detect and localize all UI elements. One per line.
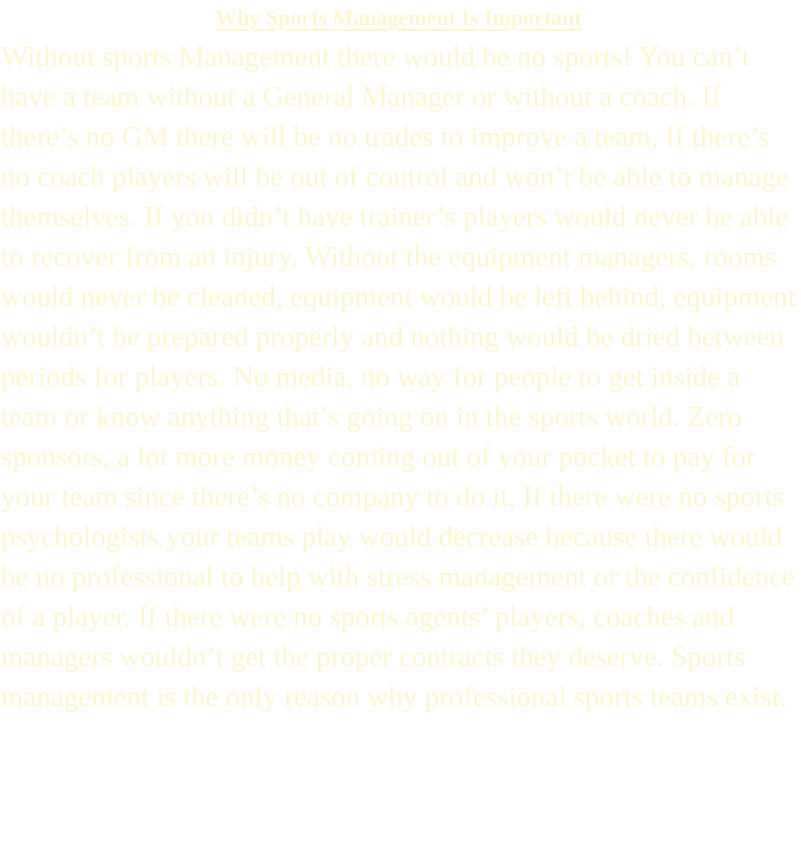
- page-title: [0, 0, 797, 33]
- page-title-text: Why Sports Management Is Important: [215, 5, 582, 30]
- article-body: Without sports Management there would be no sports! You can’t have a team without a General Manager or without a coach. If there’s no GM there will be no trades to improve a team, If there’s no coach players will be out of control and won’t be able to manage themselves. If you didn’t have trainer’s players would never be able to recover from an injury. Without the equipment managers, rooms would never be cleaned, equipment would be left behind, equipment wouldn’t be prepared properly and nothing would be dried between periods for players. No media, no way for people to get inside a team or know anything that’s going on in the sports world. Zero sponsors, a lot more money coming out of your pocket to pay for your team since there’s no company to do it. If there were no sports psychologists your teams play would decrease because there would be no professional to help with stress management or the confidence of a player. If there were no sports agents’ players, coaches and managers wouldn’t get the proper contracts they deserve. Sports management is the only reason why professional sports teams exist.: [1, 41, 796, 713]
